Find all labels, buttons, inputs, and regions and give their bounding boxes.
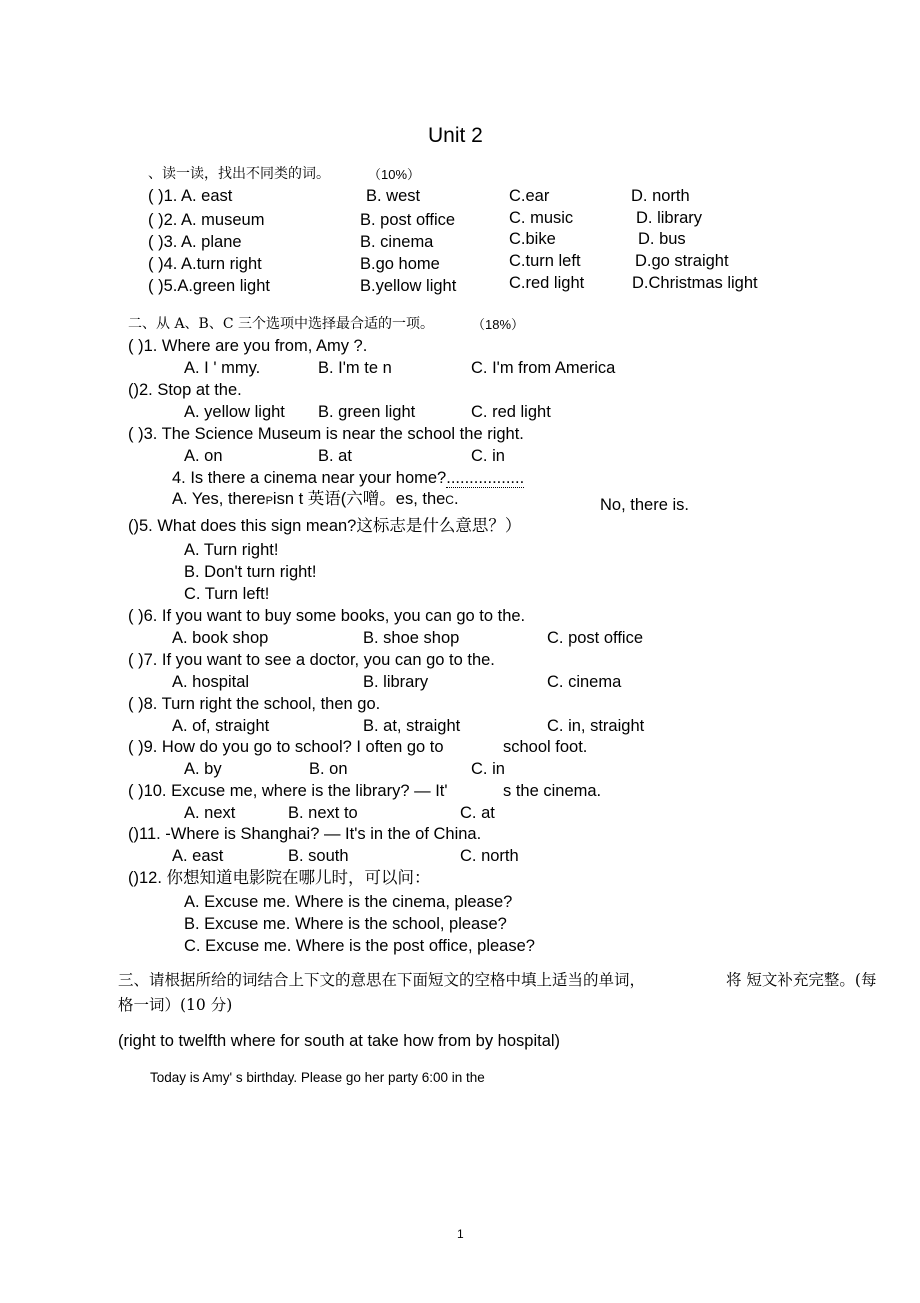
q10-option-b: B. next to — [288, 804, 358, 822]
q3-option-a: A. on — [184, 447, 223, 465]
q2-option-b: B. green light — [318, 403, 416, 421]
section1-score: （10%） — [368, 167, 421, 182]
q9-question: ( )9. How do you go to school? I often go to — [128, 738, 444, 756]
q7-option-a: A. hospital — [172, 673, 250, 691]
page-title: Unit 2 — [428, 124, 483, 147]
q8-option-b: B. at, straight — [363, 717, 461, 735]
s1-row5-c: C.red light — [509, 274, 585, 292]
q10-question-tail: s the cinema. — [503, 782, 602, 800]
q11-question: ()11. -Where is Shanghai? — It's in the of China. — [128, 825, 482, 843]
section1-heading: 、读一读，找出不同类的词。 — [148, 166, 330, 182]
q7-option-b: B. library — [363, 673, 429, 691]
q9-option-b: B. on — [309, 760, 348, 778]
q5-question: ()5. What does this sign mean?这标志是什么意思？） — [128, 517, 522, 535]
q9-question-tail: school foot. — [503, 738, 588, 756]
q4-option-a — [172, 489, 459, 511]
q11-option-c: C. north — [460, 847, 519, 865]
q12-option-b: B. Excuse me. Where is the school, please? — [184, 915, 507, 933]
q1-question: ( )1. Where are you from, Amy ?. — [128, 337, 368, 355]
s1-row5-d: D.Christmas light — [632, 274, 758, 292]
s1-row2-d: D. library — [636, 209, 703, 227]
section3-heading-line2: 格一词）(10 分) — [118, 996, 233, 1014]
section2-score: （18%） — [472, 317, 525, 332]
s1-row4-num: ( )4. A.turn right — [148, 255, 262, 273]
q5-option-c: C. Turn left! — [184, 585, 270, 603]
q6-option-a: A. book shop — [172, 629, 269, 647]
q11-option-b: B. south — [288, 847, 349, 865]
s1-row2-num: ( )2. A. museum — [148, 211, 265, 229]
s1-row3-d: D. bus — [638, 230, 686, 248]
section3-word-bank: (right to twelfth where for south at take how from by hospital) — [118, 1032, 561, 1050]
q10-question: ( )10. Excuse me, where is the library? — It' — [128, 782, 448, 800]
s1-row1-d: D. north — [631, 187, 690, 205]
q6-option-c: C. post office — [547, 629, 643, 647]
q1-option-a: A. I ' mmy. — [184, 359, 261, 377]
q4-option-a-end: . — [453, 490, 459, 508]
section3-heading-line1-tail: 将 短文补充完整。(每 — [726, 971, 877, 989]
q5-option-b: B. Don't turn right! — [184, 563, 317, 581]
q12-question: ()12. 你想知道电影院在哪儿时，可以问： — [128, 869, 431, 887]
s1-row4-c: C.turn left — [509, 252, 581, 270]
q4-option-b: No, there is. — [600, 496, 689, 514]
q8-option-c: C. in, straight — [547, 717, 645, 735]
s1-row3-b: B. cinema — [360, 233, 434, 251]
q7-option-c: C. cinema — [547, 673, 622, 691]
page-number: 1 — [457, 1227, 464, 1241]
section3-heading-line1: 三、请根据所给的词结合上下文的意思在下面短文的空格中填上适当的单词， — [118, 971, 646, 989]
q1-option-c: C. I'm from America — [471, 359, 616, 377]
s1-row2-c: C. music — [509, 209, 574, 227]
q4-answer-blank: ................. — [446, 469, 525, 487]
q5-option-a: A. Turn right! — [184, 541, 279, 559]
s1-row5-b: B.yellow light — [360, 277, 457, 295]
q4-question-text: 4. Is there a cinema near your home? — [172, 469, 447, 487]
q2-question: ()2. Stop at the. — [128, 381, 242, 399]
s1-row4-d: D.go straight — [635, 252, 729, 270]
s1-row2-b: B. post office — [360, 211, 456, 229]
q6-question: ( )6. If you want to buy some books, you can go to the. — [128, 607, 526, 625]
q10-option-c: C. at — [460, 804, 495, 822]
q2-option-c: C. red light — [471, 403, 551, 421]
s1-row1-c: C.ear — [509, 187, 550, 205]
q4-option-a-mid: isn t 英语(六噌。es, the — [272, 490, 446, 508]
s1-row4-b: B.go home — [360, 255, 440, 273]
s1-row1-num: ( )1. A. east — [148, 187, 233, 205]
s1-row3-c: C.bike — [509, 230, 556, 248]
s1-row3-num: ( )3. A. plane — [148, 233, 242, 251]
q11-option-a: A. east — [172, 847, 224, 865]
q6-option-b: B. shoe shop — [363, 629, 460, 647]
q2-option-a: A. yellow light — [184, 403, 285, 421]
q4-option-a-pre: A. Yes, there — [172, 490, 266, 508]
q9-option-a: A. by — [184, 760, 222, 778]
s1-row1-b: B. west — [366, 187, 421, 205]
q4-option-a-small: P — [265, 495, 273, 507]
q1-option-b: B. I'm te n — [318, 359, 392, 377]
q12-option-c: C. Excuse me. Where is the post office, please? — [184, 937, 535, 955]
q3-question: ( )3. The Science Museum is near the school the right. — [128, 425, 524, 443]
q9-option-c: C. in — [471, 760, 505, 778]
q4-option-a-small2: C — [445, 493, 454, 507]
q10-option-a: A. next — [184, 804, 236, 822]
section3-passage: Today is Amy' s birthday. Please go her party 6:00 in the — [150, 1070, 485, 1085]
q8-question: ( )8. Turn right the school, then go. — [128, 695, 381, 713]
q4-question — [172, 468, 524, 488]
q8-option-a: A. of, straight — [172, 717, 270, 735]
s1-row5-num: ( )5.A.green light — [148, 277, 270, 295]
q7-question: ( )7. If you want to see a doctor, you can go to the. — [128, 651, 495, 669]
q3-option-b: B. at — [318, 447, 352, 465]
q12-option-a: A. Excuse me. Where is the cinema, please? — [184, 893, 513, 911]
section2-heading: 二、从 A、B、C 三个选项中选择最合适的一项。 — [128, 316, 435, 332]
q3-option-c: C. in — [471, 447, 505, 465]
